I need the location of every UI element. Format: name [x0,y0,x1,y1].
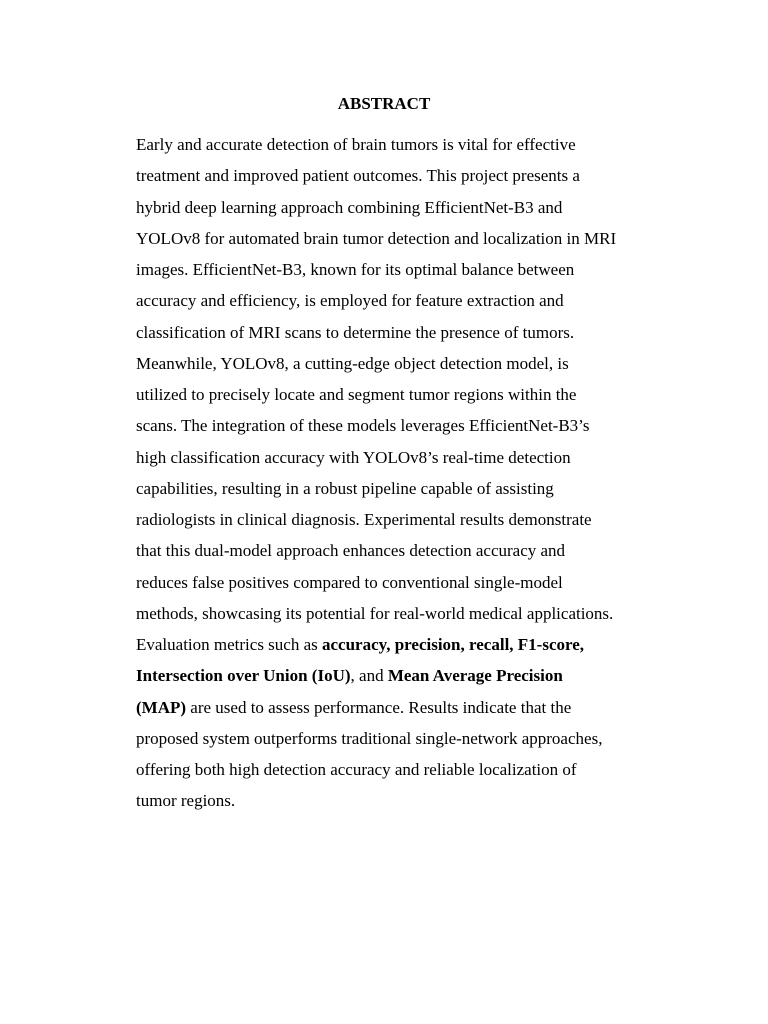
text-segment: treatment and improved patient outcomes. This project presents a [136,166,580,186]
bold-text-segment: (MAP) [136,697,187,717]
text-segment: classification of MRI scans to determine the presence of tumors. [136,322,575,342]
paragraph-line [136,785,636,816]
text-segment: scans. The integration of these models leverages EfficientNet-B3’s [136,416,590,436]
text-segment: offering both high detection accuracy and reliable localization of [136,760,577,779]
abstract-paragraph [136,129,636,817]
text-segment: images. EfficientNet-B3, known for its optimal balance between [136,260,575,279]
paragraph-line [136,192,636,223]
paragraph-line [136,348,636,379]
bold-text-segment: Mean Average Precision [387,666,563,686]
bold-text-segment: accuracy, precision, recall, F1-score, [322,635,585,654]
text-segment: reduces false positives compared to conventional single-model [136,572,563,592]
text-segment: utilized to precisely locate and segment tumor regions within the [136,385,577,404]
paragraph-line [136,660,636,691]
text-segment: are used to assess performance. Results indicate that the [186,697,572,717]
text-segment: capabilities, resulting in a robust pipeline capable of assisting [136,478,554,498]
paragraph-line [136,379,636,410]
paragraph-line [136,160,636,191]
paragraph-line [136,535,636,566]
paragraph-line [136,723,636,754]
paragraph-line [136,629,636,660]
paragraph-line [136,317,636,348]
text-segment: YOLOv8 for automated brain tumor detection and localization in MRI [136,228,617,248]
paragraph-line [136,285,636,316]
text-segment: proposed system outperforms traditional single-network approaches, [136,728,603,748]
text-segment: hybrid deep learning approach combining EfficientNet-B3 and [136,197,563,217]
text-segment: Early and accurate detection of brain tumors is vital for effective [136,135,576,154]
paragraph-line [136,223,636,254]
paragraph-line [136,692,636,723]
text-segment: Evaluation metrics such as [136,635,323,654]
paragraph-line [136,567,636,598]
text-segment: radiologists in clinical diagnosis. Experimental results demonstrate [136,510,592,529]
paragraph-line [136,129,636,160]
paragraph-line [136,442,636,473]
paragraph-line [136,504,636,535]
text-segment: Meanwhile, YOLOv8, a cutting-edge object detection model, is [136,353,569,373]
paragraph-line [136,473,636,504]
text-segment: accuracy and efficiency, is employed for feature extraction and [136,291,564,311]
text-segment: that this dual-model approach enhances detection accuracy and [136,541,566,561]
paragraph-line [136,254,636,285]
text-segment: high classification accuracy with YOLOv8’s real-time detection [136,447,571,467]
text-segment: methods, showcasing its potential for real-world medical applications. [136,603,614,623]
text-segment: tumor regions. [136,791,236,811]
paragraph-line [136,598,636,629]
text-segment: , and [350,666,388,686]
paragraph-line [136,410,636,441]
abstract-heading: ABSTRACT [337,94,431,113]
paragraph-line [136,754,636,785]
bold-text-segment: Intersection over Union (IoU) [136,666,351,686]
